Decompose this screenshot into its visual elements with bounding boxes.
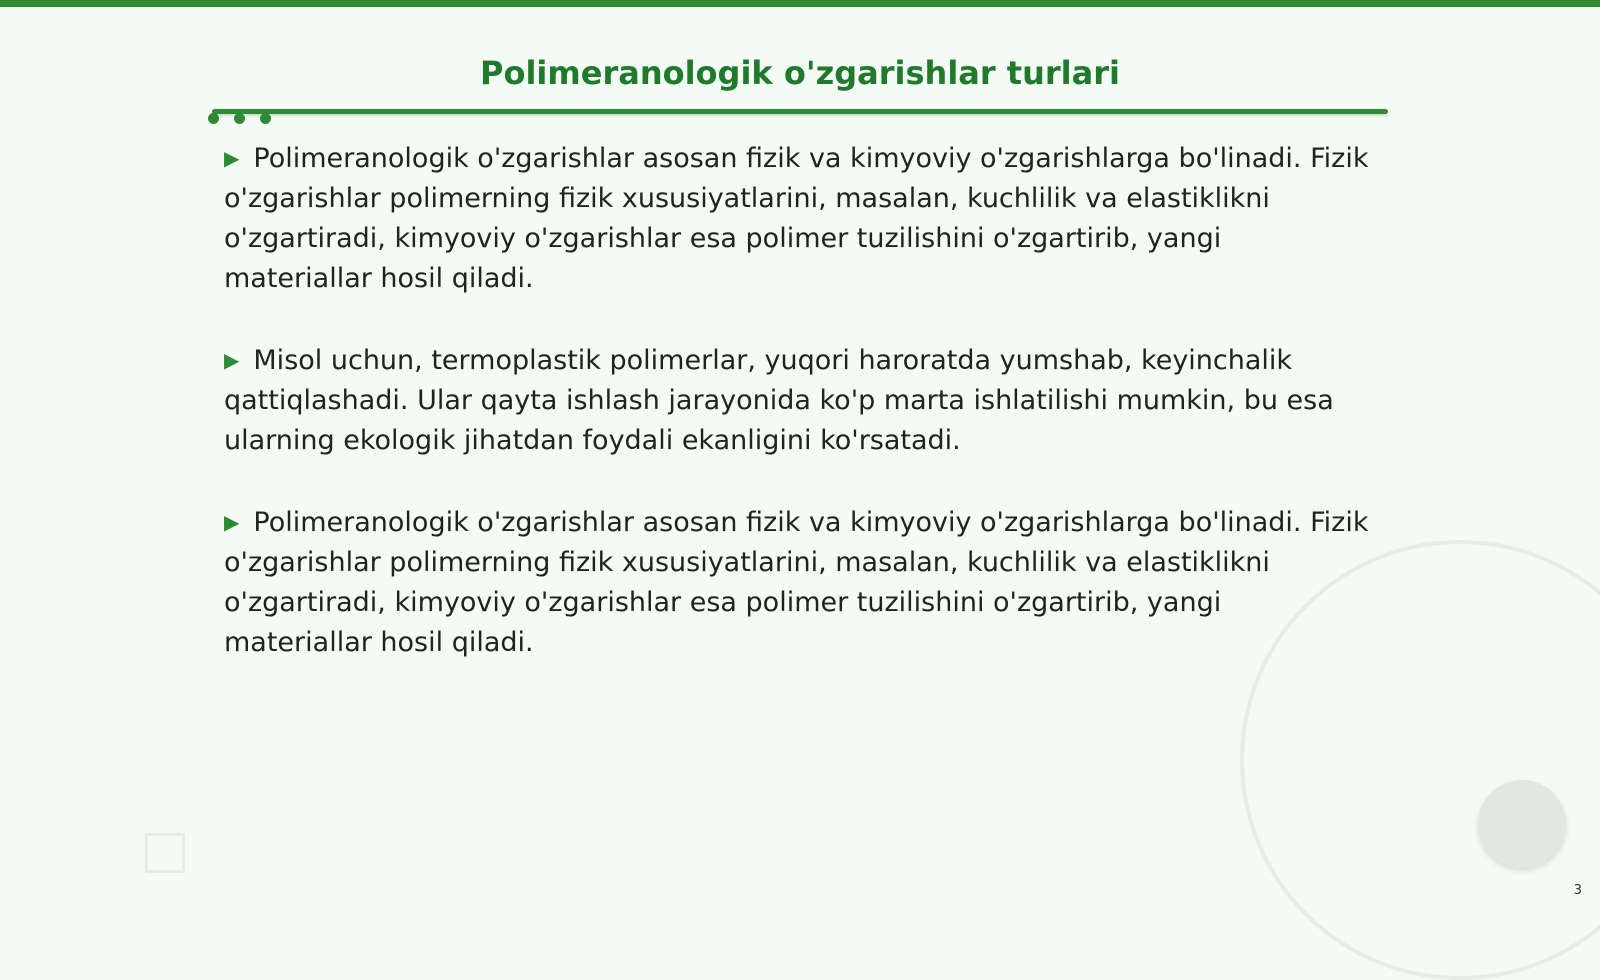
slide-title: Polimeranologik o'zgarishlar turlari <box>480 54 1120 92</box>
decorative-dot-3 <box>260 113 271 124</box>
title-underline <box>212 109 1388 114</box>
paragraph-text: Polimeranologik o'zgarishlar asosan fizik va kimyoviy o'zgarishlarga bo'linadi. Fizik o'zgarishlar polimerning fizik xususiyatlarini, masalan, kuchlilik va elastiklikni o'zgartiradi, kimyoviy o'zgarishlar esa polimer tuzilishini o'zgartirib, yangi materiallar hosil qiladi. <box>224 507 1369 658</box>
triangle-bullet-icon: ▶ <box>224 510 240 534</box>
top-accent-bar <box>0 0 1600 7</box>
decorative-square <box>145 833 185 873</box>
decorative-dot-2 <box>234 113 245 124</box>
bullet-paragraph-3 <box>224 502 1374 663</box>
slide-body <box>224 138 1374 704</box>
decorative-circle <box>1478 780 1566 868</box>
paragraph-text: Misol uchun, termoplastik polimerlar, yuqori haroratda yumshab, keyinchalik qattiqlashadi. Ular qayta ishlash jarayonida ko'p marta ishlatilishi mumkin, bu esa ularning ekologik jihatdan foydali ekanligini ko'rsatadi. <box>224 345 1334 456</box>
page-number: 3 <box>1573 883 1582 898</box>
paragraph-text: Polimeranologik o'zgarishlar asosan fizik va kimyoviy o'zgarishlarga bo'linadi. Fizik o'zgarishlar polimerning fizik xususiyatlarini, masalan, kuchlilik va elastiklikni o'zgartiradi, kimyoviy o'zgarishlar esa polimer tuzilishini o'zgartirib, yangi materiallar hosil qiladi. <box>224 143 1369 294</box>
bullet-paragraph-2 <box>224 340 1374 461</box>
bullet-paragraph-1 <box>224 138 1374 299</box>
triangle-bullet-icon: ▶ <box>224 146 240 170</box>
triangle-bullet-icon: ▶ <box>224 348 240 372</box>
decorative-dot-1 <box>208 113 219 124</box>
